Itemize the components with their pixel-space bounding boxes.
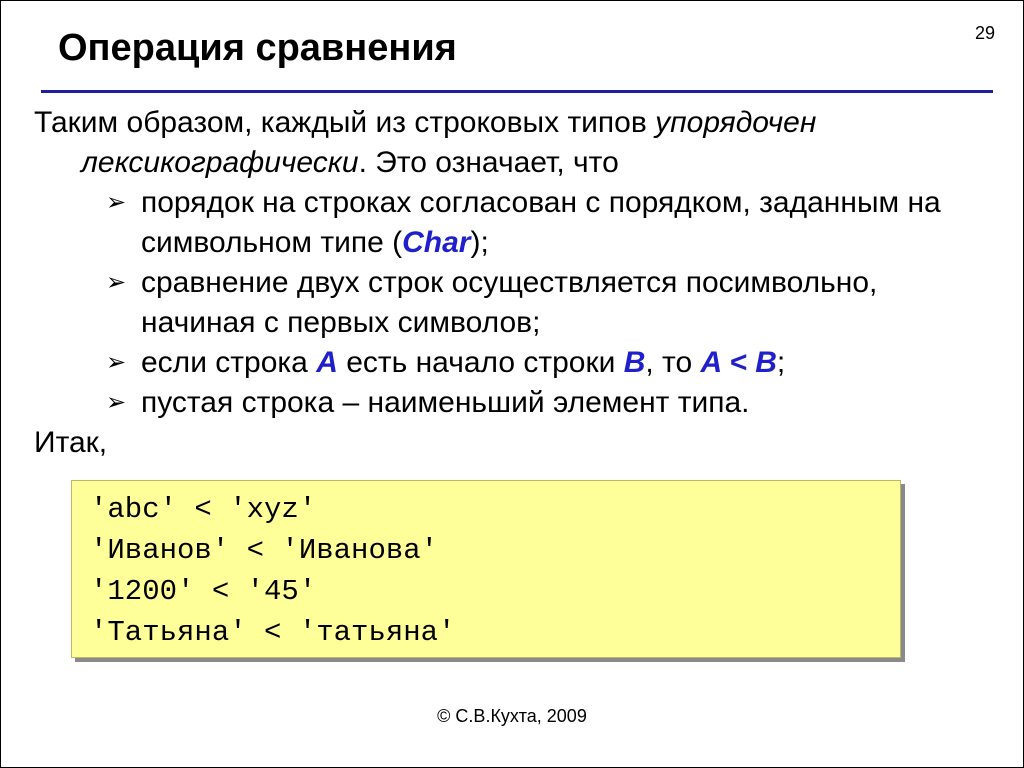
intro-continuation <box>34 143 994 183</box>
intro-term-lexicographic: лексикографически <box>81 146 359 179</box>
page-number: 29 <box>974 23 995 43</box>
intro-paragraph <box>34 103 994 183</box>
intro-text: Таким образом, каждый из строковых типов <box>34 106 656 139</box>
conclusion-text: Итак, <box>34 426 108 459</box>
bullet-text: если строка <box>141 346 317 379</box>
arrow-bullet-icon: ➢ <box>106 269 127 296</box>
code-line: 'Татьяна' < 'татьяна' <box>90 616 456 649</box>
comparison-highlight: A < B <box>700 346 777 379</box>
bullet-text: сравнение двух строк осуществляется посимвольно, начиная с первых символов; <box>141 266 878 339</box>
title-divider <box>41 90 993 93</box>
bullet-text-end: ; <box>776 346 786 379</box>
arrow-bullet-icon: ➢ <box>106 389 127 416</box>
bullet-text: порядок на строках согласован с порядком, заданным на символьном типе ( <box>141 186 941 259</box>
string-b-highlight: B <box>623 346 646 379</box>
bullet-item <box>106 263 994 343</box>
copyright-footer: © С.В.Кухта, 2009 <box>437 706 587 726</box>
bullet-text-end: ); <box>470 226 489 259</box>
slide-body <box>34 103 994 463</box>
code-line: '1200' < '45' <box>90 575 317 608</box>
slide-title: Операция сравнения <box>58 27 457 69</box>
intro-text-end: . Это означает, что <box>358 146 619 179</box>
intro-term-ordered: упорядочен <box>655 106 817 139</box>
bullet-item <box>106 343 994 383</box>
bullet-item <box>106 383 994 423</box>
arrow-bullet-icon: ➢ <box>106 349 127 376</box>
bullet-list <box>34 183 994 423</box>
code-example-box <box>71 480 901 658</box>
bullet-text: , то <box>645 346 701 379</box>
bullet-item <box>106 183 994 263</box>
code-line: 'Иванов' < 'Иванова' <box>90 534 439 567</box>
bullet-text: есть начало строки <box>337 346 624 379</box>
code-line: 'abc' < 'xyz' <box>90 493 317 526</box>
arrow-bullet-icon: ➢ <box>106 189 127 216</box>
char-type-highlight: Char <box>402 226 471 259</box>
bullet-text: пустая строка – наименьший элемент типа. <box>141 386 750 419</box>
string-a-highlight: A <box>316 346 338 379</box>
